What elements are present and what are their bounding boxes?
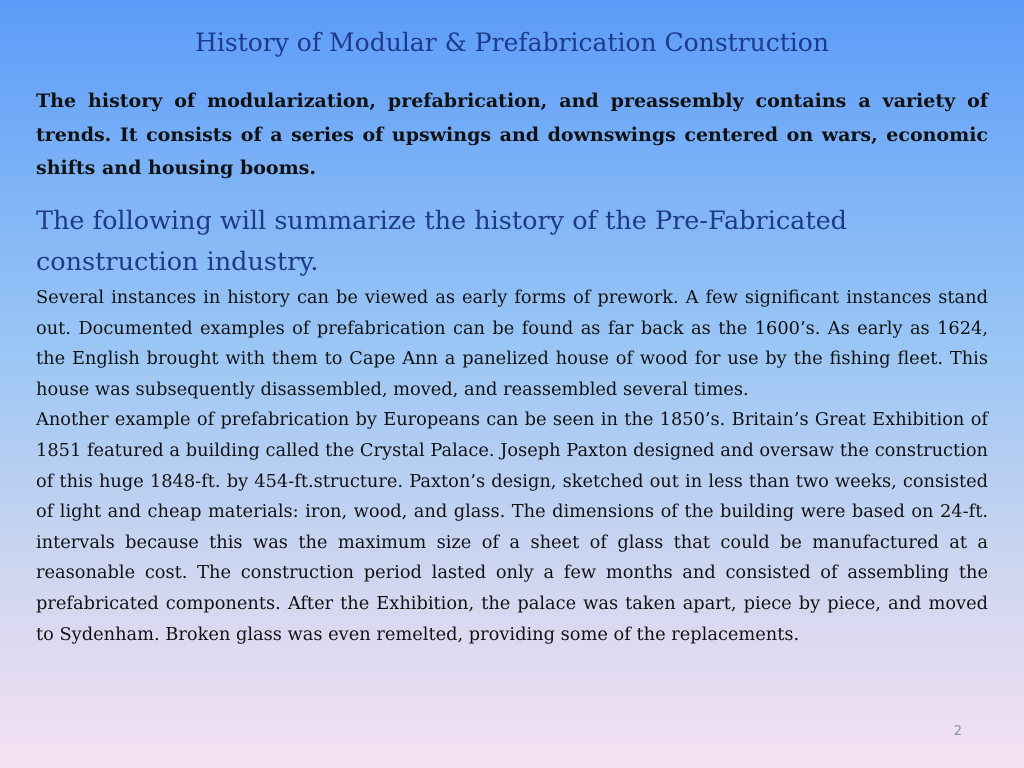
- slide-title: History of Modular & Prefabrication Construction: [195, 28, 829, 57]
- body-paragraph: Another example of prefabrication by Europeans can be seen in the 1850’s. Britain’s Great Exhibition of 1851 featured a building called the Crystal Palace. Joseph Paxton designed and oversaw the construction of this huge 1848-ft. by 454-ft.structure. Paxton’s design, sketched out in less than two weeks, consisted of light and cheap materials: iron, wood, and glass. The dimensions of the building were based on 24-ft. intervals because this was the maximum size of a sheet of glass that could be manufactured at a reasonable cost. The construction period lasted only a few months and consisted of assembling the prefabricated components. After the Exhibition, the palace was taken apart, piece by piece, and moved to Sydenham. Broken glass was even remelted, providing some of the replacements.: [36, 409, 988, 645]
- subheading: The following will summarize the history of the Pre-Fabricated construction industry.: [36, 206, 847, 277]
- body-text: [36, 283, 988, 650]
- body-paragraph: Several instances in history can be viewed as early forms of prework. A few significant instances stand out. Documented examples of prefabrication can be found as far back as the 1600’s. As early as 1624, the English brought with them to Cape Ann a panelized house of wood for use by the fishing fleet. This house was subsequently disassembled, moved, and reassembled several times.: [36, 287, 988, 400]
- page-number: 2: [953, 724, 962, 739]
- intro-paragraph: The history of modularization, prefabrication, and preassembly contains a variety of trends. It consists of a series of upswings and downswings centered on wars, economic shifts and housing booms.: [36, 90, 988, 179]
